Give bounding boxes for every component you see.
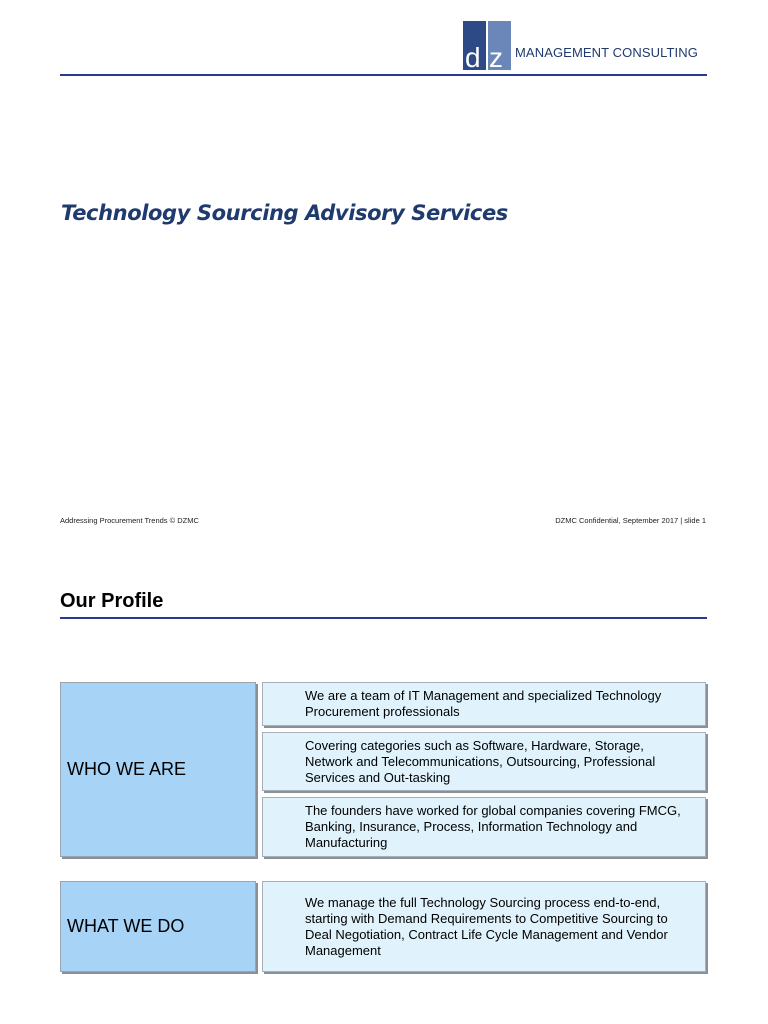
who-we-are-label: WHO WE ARE [60, 682, 256, 857]
who-we-are-item: The founders have worked for global companies covering FMCG, Banking, Insurance, Process, Information Technology and Manufacturing [262, 797, 706, 857]
section-title: Our Profile [60, 590, 164, 612]
logo-wordmark: MANAGEMENT CONSULTING [515, 45, 698, 60]
footer-left: Addressing Procurement Trends © DZMC [60, 516, 199, 525]
footer-right: DZMC Confidential, September 2017 | slide 1 [555, 516, 706, 525]
who-we-are-item: We are a team of IT Management and specialized Technology Procurement professionals [262, 682, 706, 726]
what-we-do-label: WHAT WE DO [60, 881, 256, 972]
svg-text:z: z [489, 42, 503, 70]
dz-logo-icon [463, 21, 511, 70]
document-title: Technology Sourcing Advisory Services [61, 201, 508, 225]
section-divider [60, 617, 707, 619]
what-we-do-item: We manage the full Technology Sourcing process end-to-end, starting with Demand Requirements to Competitive Sourcing to Deal Negotiation, Contract Life Cycle Management and Vendor Management [262, 881, 706, 972]
who-we-are-item: Covering categories such as Software, Hardware, Storage, Network and Telecommunications, Outsourcing, Professional Services and Out-tasking [262, 732, 706, 791]
svg-text:d: d [465, 42, 481, 70]
header-divider [60, 74, 707, 76]
